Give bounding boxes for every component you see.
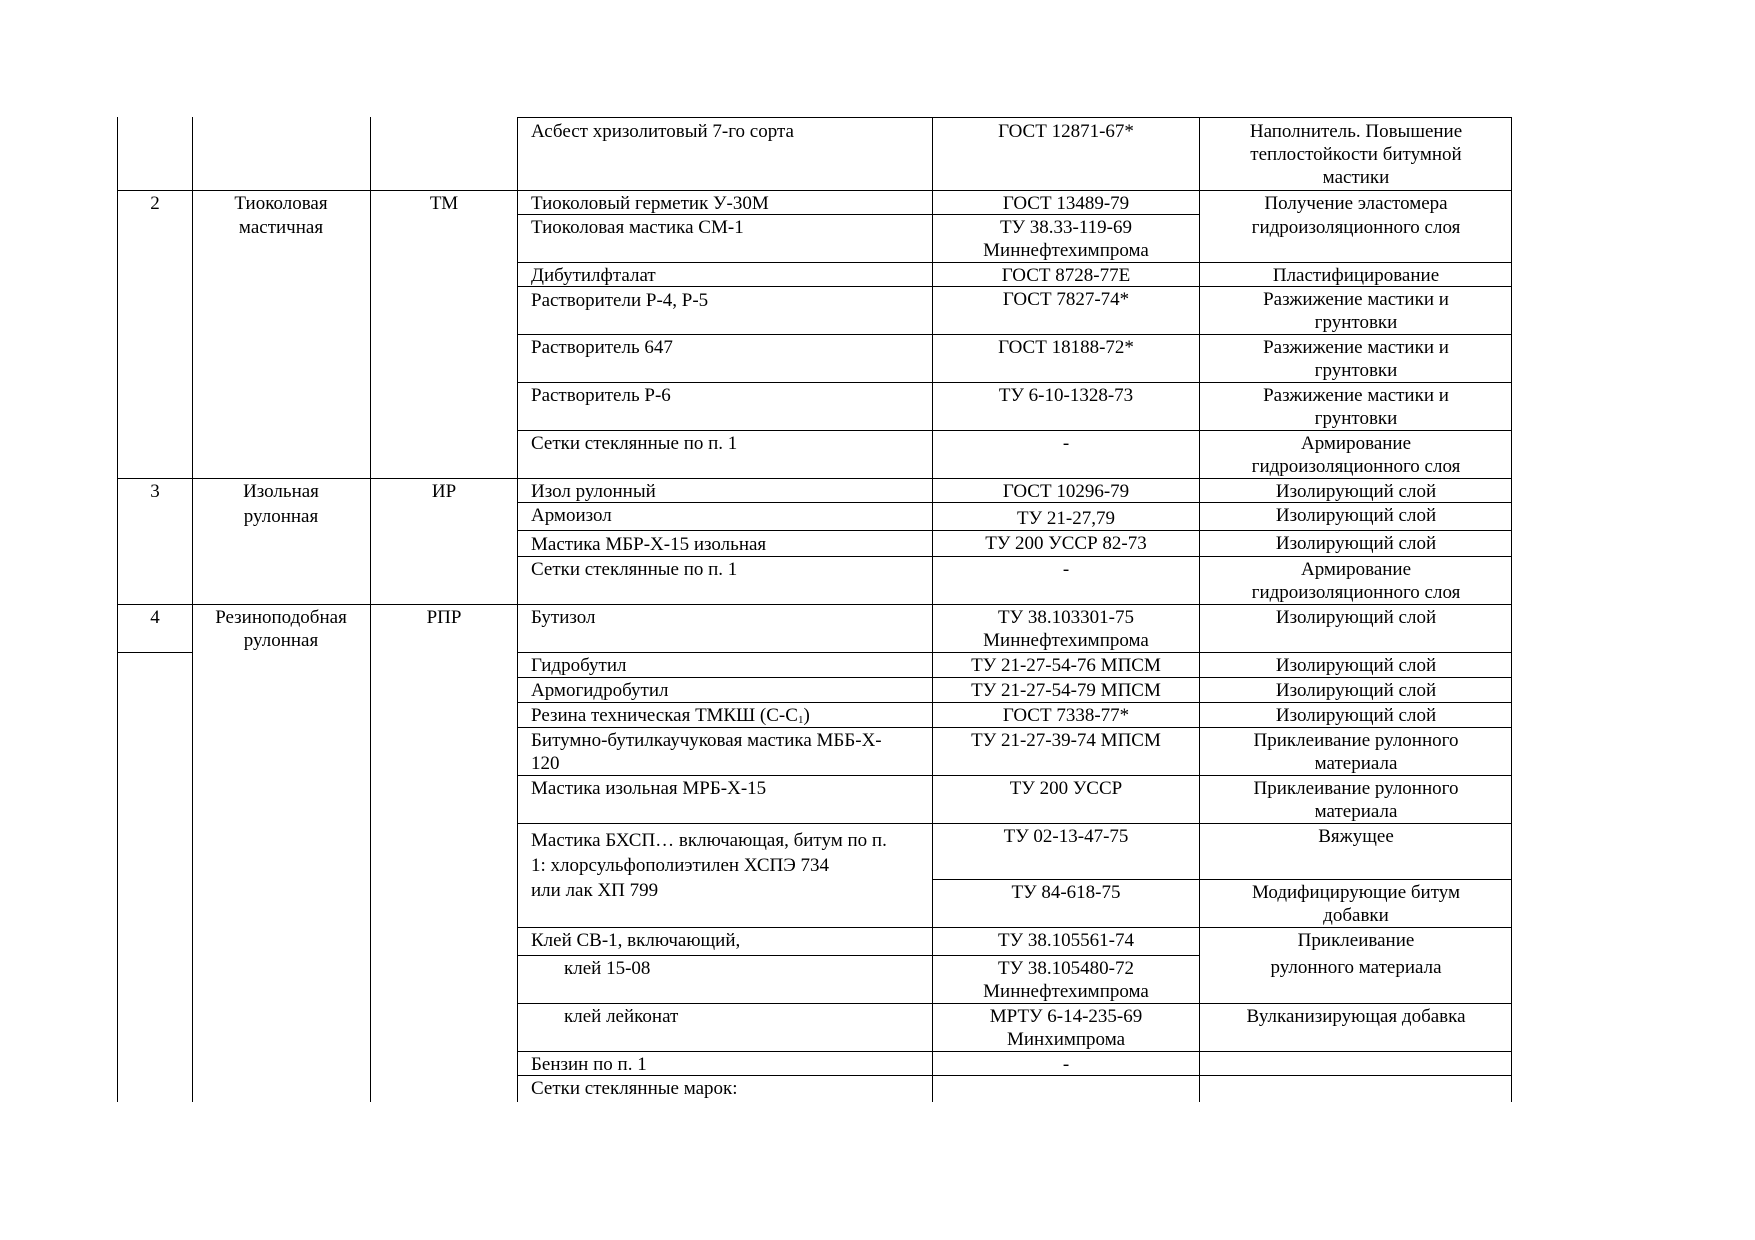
material-cell: клей лейконат <box>564 1006 679 1027</box>
material-subscript: 1 <box>797 714 804 726</box>
standard-cell: ГОСТ 13489-79 <box>1002 193 1130 214</box>
material-cell: 1: хлорсульфополиэтилен ХСПЭ 734 <box>531 855 830 876</box>
standard-cell: Минхимпрома <box>1006 1029 1126 1050</box>
standard-cell: ТУ 200 УССР <box>1009 778 1123 799</box>
material-cell: Бутизол <box>531 607 596 628</box>
system-name: Резиноподобная <box>215 607 347 628</box>
standard-cell: - <box>1062 1054 1070 1075</box>
purpose-cell: материала <box>1314 753 1398 774</box>
system-code: ИР <box>431 481 457 502</box>
material-cell: Тиоколовый герметик У-30М <box>531 193 769 214</box>
standard-cell: ТУ 02-13-47-75 <box>1003 826 1129 847</box>
purpose-cell: Изолирующий слой <box>1275 680 1437 701</box>
material-cell: Армогидробутил <box>531 680 669 701</box>
purpose-cell: Армирование <box>1300 433 1412 454</box>
purpose-cell: Приклеивание рулонного <box>1253 778 1459 799</box>
material-cell: Сетки стеклянные по п. 1 <box>531 433 738 454</box>
system-name: Изольная <box>243 481 319 502</box>
table-border <box>370 117 371 1102</box>
purpose-cell: Пластифицирование <box>1272 265 1440 286</box>
material-cell: Мастика изольная МРБ-Х-15 <box>531 778 767 799</box>
standard-cell: ТУ 38.103301-75 <box>998 607 1134 628</box>
row-number: 2 <box>150 193 160 214</box>
purpose-cell: теплостойкости битумной <box>1250 144 1462 165</box>
material-cell: Растворители Р-4, Р-5 <box>531 290 709 311</box>
row-number: 3 <box>150 481 160 502</box>
material-cell: Асбест хризолитовый 7-го сорта <box>531 121 794 142</box>
purpose-cell: Разжижение мастики и <box>1263 289 1449 310</box>
system-name: мастичная <box>238 217 324 238</box>
material-cell: Мастика МБР-Х-15 изольная <box>531 534 767 555</box>
material-cell: Гидробутил <box>531 655 627 676</box>
material-cell: Тиоколовая мастика СМ-1 <box>531 217 744 238</box>
material-cell: Растворитель 647 <box>531 337 673 358</box>
purpose-cell: добавки <box>1323 905 1389 926</box>
standard-cell: ТУ 38.105480-72 <box>998 958 1134 979</box>
material-cell: Растворитель Р-6 <box>531 385 671 406</box>
table-border <box>117 117 118 1102</box>
standard-cell: ТУ 21-27-39-74 МПСМ <box>971 730 1161 751</box>
material-cell: Сетки стеклянные по п. 1 <box>531 559 738 580</box>
material-cell: Армоизол <box>531 505 612 526</box>
material-text-end: ) <box>803 705 810 726</box>
table-border <box>517 117 1512 118</box>
purpose-cell: гидроизоляционного слоя <box>1251 456 1461 477</box>
table-border <box>517 1051 1512 1052</box>
material-cell: Дибутилфталат <box>531 265 656 286</box>
standard-cell: ГОСТ 18188-72* <box>998 337 1134 358</box>
standard-cell: ТУ 6-10-1328-73 <box>998 385 1134 406</box>
purpose-cell: грунтовки <box>1314 360 1398 381</box>
purpose-cell: гидроизоляционного слоя <box>1251 582 1461 603</box>
standard-cell: ГОСТ 8728-77Е <box>1001 265 1131 286</box>
purpose-cell: Армирование <box>1300 559 1412 580</box>
purpose-cell: Изолирующий слой <box>1275 705 1437 726</box>
purpose-cell: Модифицирующие битум <box>1251 882 1461 903</box>
material-cell: Мастика БХСП… включающая, битум по п. <box>531 830 887 851</box>
standard-cell: Миннефтехимпрома <box>983 981 1149 1002</box>
material-cell: клей 15-08 <box>564 958 651 979</box>
purpose-cell: Получение эластомера <box>1264 193 1448 214</box>
material-cell: Бензин по п. 1 <box>531 1054 647 1075</box>
standard-cell: Миннефтехимпрома <box>983 630 1149 651</box>
standard-cell: ТУ 38.33-119-69 <box>999 217 1133 238</box>
purpose-cell: гидроизоляционного слоя <box>1251 217 1461 238</box>
table-border <box>192 117 193 1102</box>
purpose-cell: Приклеивание <box>1297 930 1415 951</box>
material-cell: Клей СВ-1, включающий, <box>531 930 741 951</box>
standard-cell: МРТУ 6-14-235-69 <box>989 1006 1143 1027</box>
purpose-cell: грунтовки <box>1314 408 1398 429</box>
purpose-cell: Разжижение мастики и <box>1263 385 1449 406</box>
purpose-cell: материала <box>1314 801 1398 822</box>
system-code: ТМ <box>429 193 459 214</box>
system-code: РПР <box>426 607 462 628</box>
standard-cell: ТУ 21-27,79 <box>1017 508 1115 529</box>
standard-cell: ТУ 84-618-75 <box>1011 882 1121 903</box>
material-cell: Битумно-бутилкаучуковая мастика МББ-Х- <box>531 730 882 751</box>
purpose-cell: Вяжущее <box>1318 826 1394 847</box>
purpose-cell: Вулканизирующая добавка <box>1246 1006 1466 1027</box>
standard-cell: ТУ 38.105561-74 <box>998 930 1134 951</box>
purpose-cell: Изолирующий слой <box>1275 505 1437 526</box>
system-name: рулонная <box>243 506 319 527</box>
purpose-cell: Наполнитель. Повышение <box>1249 121 1463 142</box>
material-cell: Изол рулонный <box>531 481 656 502</box>
standard-cell: - <box>1062 559 1070 580</box>
standard-cell: - <box>1062 433 1070 454</box>
table-border <box>1511 117 1512 1102</box>
material-text: Резина техническая ТМКШ (С-С <box>531 705 798 726</box>
system-name: Тиоколовая <box>234 193 328 214</box>
system-name: рулонная <box>243 630 319 651</box>
purpose-cell: Приклеивание рулонного <box>1253 730 1459 751</box>
purpose-cell: Разжижение мастики и <box>1263 337 1449 358</box>
purpose-cell: Изолирующий слой <box>1275 655 1437 676</box>
purpose-cell: Изолирующий слой <box>1275 481 1437 502</box>
purpose-cell: грунтовки <box>1314 312 1398 333</box>
standard-cell: ТУ 200 УССР 82-73 <box>985 533 1147 554</box>
standard-cell: ГОСТ 7827-74* <box>1002 289 1130 310</box>
material-cell: или лак ХП 799 <box>531 880 659 901</box>
standard-cell: ГОСТ 12871-67* <box>998 121 1134 142</box>
material-cell: Сетки стеклянные марок: <box>531 1078 738 1099</box>
standard-cell: ГОСТ 10296-79 <box>1002 481 1130 502</box>
material-cell: 120 <box>531 753 560 774</box>
material-cell <box>531 704 810 732</box>
purpose-cell: Изолирующий слой <box>1275 533 1437 554</box>
table-border <box>117 652 192 653</box>
purpose-cell: мастики <box>1322 167 1390 188</box>
standard-cell: Миннефтехимпрома <box>983 240 1149 261</box>
standard-cell: ТУ 21-27-54-79 МПСМ <box>971 680 1161 701</box>
row-number: 4 <box>150 607 160 628</box>
purpose-cell: Изолирующий слой <box>1275 607 1437 628</box>
standard-cell: ГОСТ 7338-77* <box>1002 705 1130 726</box>
standard-cell: ТУ 21-27-54-76 МПСМ <box>971 655 1161 676</box>
purpose-cell: рулонного материала <box>1270 957 1442 978</box>
